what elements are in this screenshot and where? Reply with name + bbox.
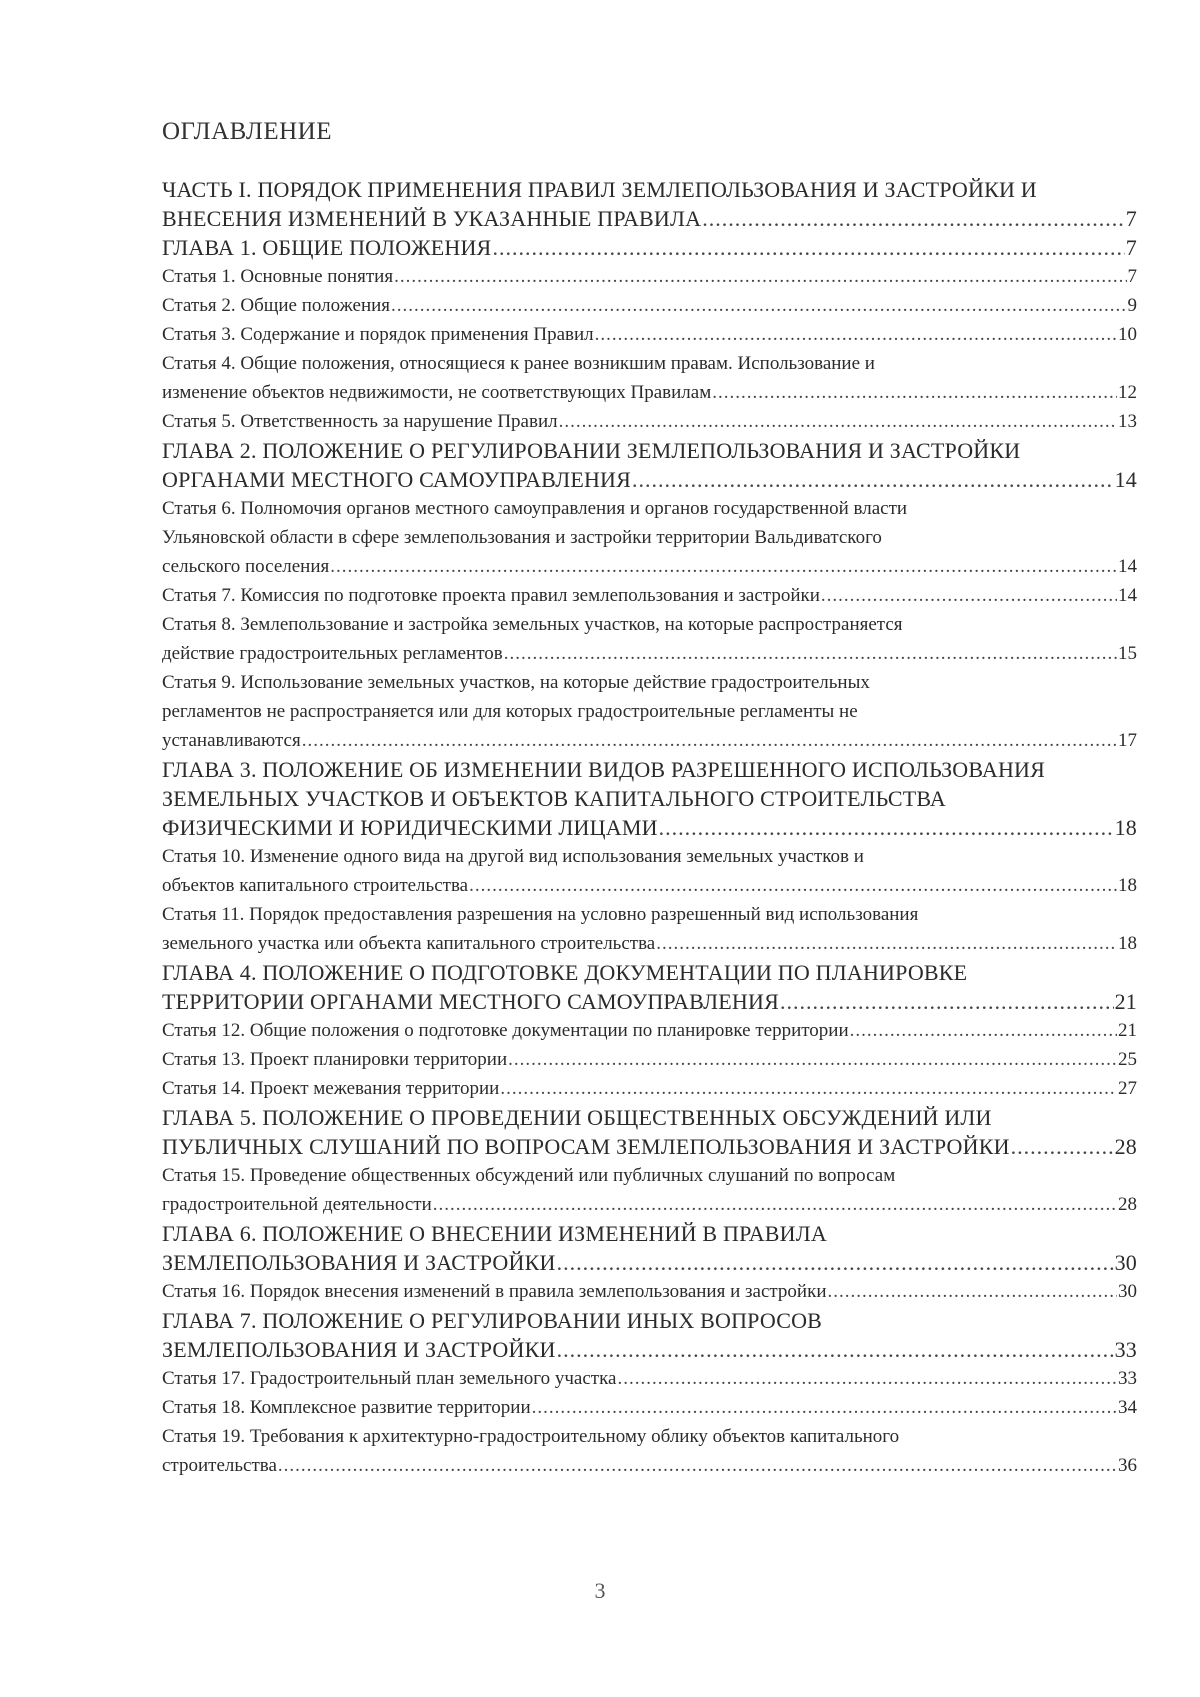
dot-leader	[391, 291, 1126, 320]
toc-entry-page: 15	[1118, 643, 1137, 664]
toc-entry-page: 21	[1114, 989, 1137, 1014]
toc-article-entry	[162, 320, 1137, 349]
toc-entry-final-line	[162, 1451, 1137, 1480]
toc-entry-final-line	[162, 262, 1137, 291]
toc-entry-title: ПУБЛИЧНЫХ СЛУШАНИЙ ПО ВОПРОСАМ ЗЕМЛЕПОЛЬЗОВАНИЯ И ЗАСТРОЙКИ	[162, 1134, 1010, 1159]
toc-entry-line: Статья 10. Изменение одного вида на другой вид использования земельных участков и	[162, 846, 864, 867]
toc-entry-title: ВНЕСЕНИЯ ИЗМЕНЕНИЙ В УКАЗАННЫЕ ПРАВИЛА	[162, 206, 702, 231]
dot-leader	[500, 1074, 1117, 1103]
toc-entry-final-line	[162, 465, 1137, 494]
toc-entry-page: 33	[1118, 1368, 1137, 1389]
dot-leader	[656, 929, 1117, 958]
toc-entry-page: 21	[1118, 1020, 1137, 1041]
toc-entry-final-line	[162, 929, 1137, 958]
toc-entry-final-line	[162, 1132, 1137, 1161]
toc-entry-page: 18	[1118, 933, 1137, 954]
toc-entry-page: 9	[1127, 295, 1137, 316]
toc-article-entry	[162, 1364, 1137, 1393]
toc-entry-line: Ульяновской области в сфере землепользования и застройки территории Вальдиватского	[162, 527, 882, 548]
dot-leader	[632, 465, 1114, 494]
dot-leader	[821, 581, 1117, 610]
toc-entry-line: ЧАСТЬ I. ПОРЯДОК ПРИМЕНЕНИЯ ПРАВИЛ ЗЕМЛЕПОЛЬЗОВАНИЯ И ЗАСТРОЙКИ И	[162, 177, 1037, 202]
toc-article-entry	[162, 581, 1137, 610]
toc-entry-line: ГЛАВА 3. ПОЛОЖЕНИЕ ОБ ИЗМЕНЕНИИ ВИДОВ РАЗРЕШЕННОГО ИСПОЛЬЗОВАНИЯ	[162, 757, 1046, 782]
toc-entry-title: ТЕРРИТОРИИ ОРГАНАМИ МЕСТНОГО САМОУПРАВЛЕНИЯ	[162, 989, 779, 1014]
toc-entry-line: Статья 9. Использование земельных участков, на которые действие градостроительных	[162, 672, 870, 693]
toc-entry-final-line	[162, 552, 1137, 581]
dot-leader	[659, 813, 1114, 842]
dot-leader	[492, 233, 1124, 262]
dot-leader	[617, 1364, 1117, 1393]
toc-entry-page: 28	[1118, 1194, 1137, 1215]
dot-leader	[702, 204, 1125, 233]
toc-entry-final-line	[162, 1016, 1137, 1045]
toc-article-entry	[162, 1161, 1137, 1219]
toc-entry-line: ГЛАВА 5. ПОЛОЖЕНИЕ О ПРОВЕДЕНИИ ОБЩЕСТВЕННЫХ ОБСУЖДЕНИЙ ИЛИ	[162, 1105, 992, 1130]
toc-entry-line: Статья 4. Общие положения, относящиеся к ранее возникшим правам. Использование и	[162, 353, 875, 374]
toc-article-entry	[162, 407, 1137, 436]
toc-entry-title: Статья 13. Проект планировки территории	[162, 1049, 508, 1070]
toc-entry-title: Статья 12. Общие положения о подготовке документации по планировке территории	[162, 1020, 849, 1041]
toc-entry-line: Статья 19. Требования к архитектурно-градостроительному облику объектов капитального	[162, 1426, 900, 1447]
toc-entry-line: ГЛАВА 4. ПОЛОЖЕНИЕ О ПОДГОТОВКЕ ДОКУМЕНТАЦИИ ПО ПЛАНИРОВКЕ	[162, 960, 968, 985]
toc-article-entry	[162, 668, 1137, 755]
toc-entry-title: Статья 14. Проект межевания территории	[162, 1078, 500, 1099]
toc-entry-final-line	[162, 1248, 1137, 1277]
toc-entry-final-line	[162, 407, 1137, 436]
toc-heading: ОГЛАВЛЕНИЕ	[162, 118, 332, 145]
toc-entry-page: 25	[1118, 1049, 1137, 1070]
toc-entry-final-line	[162, 1074, 1137, 1103]
toc-chapter-entry	[162, 436, 1137, 494]
toc-entry-title: строительства	[162, 1455, 277, 1476]
toc-entry-page: 27	[1118, 1078, 1137, 1099]
toc-entry-final-line	[162, 1045, 1137, 1074]
toc-entry-title: Статья 7. Комиссия по подготовке проекта правил землепользования и застройки	[162, 585, 820, 606]
toc-entry-title: Статья 3. Содержание и порядок применения Правил	[162, 324, 594, 345]
toc-article-entry	[162, 1045, 1137, 1074]
toc-entry-final-line	[162, 813, 1137, 842]
dot-leader	[559, 407, 1117, 436]
toc-entry-page: 14	[1114, 467, 1137, 492]
toc-article-entry	[162, 291, 1137, 320]
toc-entry-title: объектов капитального строительства	[162, 875, 469, 896]
toc-entry-title: ОРГАНАМИ МЕСТНОГО САМОУПРАВЛЕНИЯ	[162, 467, 632, 492]
dot-leader	[532, 1393, 1117, 1422]
toc-entry-title: Статья 5. Ответственность за нарушение Правил	[162, 411, 558, 432]
toc-article-entry	[162, 1393, 1137, 1422]
toc-entry-page: 28	[1114, 1134, 1137, 1159]
toc-entry-page: 14	[1118, 585, 1137, 606]
toc-article-entry	[162, 1277, 1137, 1306]
dot-leader	[433, 1190, 1117, 1219]
toc-entry-page: 13	[1118, 411, 1137, 432]
dot-leader	[278, 1451, 1117, 1480]
toc-entry-title: Статья 17. Градостроительный план земельного участка	[162, 1368, 617, 1389]
dot-leader	[780, 987, 1114, 1016]
toc-entry-line: ГЛАВА 6. ПОЛОЖЕНИЕ О ВНЕСЕНИИ ИЗМЕНЕНИЙ В ПРАВИЛА	[162, 1221, 827, 1246]
dot-leader	[508, 1045, 1117, 1074]
toc-entry-page: 30	[1114, 1250, 1137, 1275]
toc-entry-title: действие градостроительных регламентов	[162, 643, 503, 664]
toc-chapter-entry	[162, 1103, 1137, 1161]
toc-entry-line: Статья 15. Проведение общественных обсуждений или публичных слушаний по вопросам	[162, 1165, 896, 1186]
toc-article-entry	[162, 262, 1137, 291]
toc-entry-title: земельного участка или объекта капитального строительства	[162, 933, 656, 954]
toc-entry-final-line	[162, 204, 1137, 233]
toc-entry-title: Статья 16. Порядок внесения изменений в правила землепользования и застройки	[162, 1281, 827, 1302]
dot-leader	[827, 1277, 1117, 1306]
dot-leader	[1011, 1132, 1114, 1161]
toc-entry-page: 18	[1114, 815, 1137, 840]
toc-entry-title: изменение объектов недвижимости, не соответствующих Правилам	[162, 382, 712, 403]
toc-entry-line: ГЛАВА 7. ПОЛОЖЕНИЕ О РЕГУЛИРОВАНИИ ИНЫХ ВОПРОСОВ	[162, 1308, 823, 1333]
toc-entry-title: градостроительной деятельности	[162, 1194, 432, 1215]
toc-entry-page: 34	[1118, 1397, 1137, 1418]
toc-entry-page: 17	[1118, 730, 1137, 751]
toc-article-entry	[162, 842, 1137, 900]
toc-entry-final-line	[162, 871, 1137, 900]
toc-entry-title: устанавливаются	[162, 730, 301, 751]
toc-entry-title: Статья 18. Комплексное развитие территории	[162, 1397, 531, 1418]
toc-entry-title: ФИЗИЧЕСКИМИ И ЮРИДИЧЕСКИМИ ЛИЦАМИ	[162, 815, 658, 840]
toc-entry-title: сельского поселения	[162, 556, 330, 577]
toc-entry-page: 18	[1118, 875, 1137, 896]
toc-entry-line: регламентов не распространяется или для которых градостроительные регламенты не	[162, 701, 858, 722]
toc-entry-line: ЗЕМЕЛЬНЫХ УЧАСТКОВ И ОБЪЕКТОВ КАПИТАЛЬНОГО СТРОИТЕЛЬСТВА	[162, 786, 947, 811]
toc-entry-title: ЗЕМЛЕПОЛЬЗОВАНИЯ И ЗАСТРОЙКИ	[162, 1250, 556, 1275]
dot-leader	[394, 262, 1126, 291]
toc-entry-page: 7	[1125, 235, 1137, 260]
toc-entry-title: ГЛАВА 1. ОБЩИЕ ПОЛОЖЕНИЯ	[162, 235, 492, 260]
toc-entry-title: ЗЕМЛЕПОЛЬЗОВАНИЯ И ЗАСТРОЙКИ	[162, 1337, 556, 1362]
toc-entry-final-line	[162, 320, 1137, 349]
toc-entry-final-line	[162, 726, 1137, 755]
toc-entry-final-line	[162, 1393, 1137, 1422]
toc-article-entry	[162, 1016, 1137, 1045]
toc-entry-final-line	[162, 1364, 1137, 1393]
page-number: 3	[594, 1578, 606, 1603]
toc-article-entry	[162, 1422, 1137, 1480]
toc-entry-final-line	[162, 1335, 1137, 1364]
dot-leader	[330, 552, 1117, 581]
toc-article-entry	[162, 1074, 1137, 1103]
toc-entry-line: Статья 11. Порядок предоставления разрешения на условно разрешенный вид использования	[162, 904, 919, 925]
toc-article-entry	[162, 494, 1137, 581]
toc-entry-final-line	[162, 291, 1137, 320]
toc-entry-page: 14	[1118, 556, 1137, 577]
toc-entry-page: 36	[1118, 1455, 1137, 1476]
toc-chapter-entry	[162, 175, 1137, 233]
toc-entry-line: Статья 6. Полномочия органов местного самоуправления и органов государственной власти	[162, 498, 908, 519]
toc-article-entry	[162, 900, 1137, 958]
dot-leader	[850, 1016, 1117, 1045]
toc-chapter-entry	[162, 755, 1137, 842]
toc-entry-line: Статья 8. Землепользование и застройка земельных участков, на которые распространяется	[162, 614, 903, 635]
toc-entry-final-line	[162, 1190, 1137, 1219]
toc-entry-final-line	[162, 233, 1137, 262]
table-of-contents	[162, 175, 1137, 1480]
toc-chapter-entry	[162, 1306, 1137, 1364]
toc-entry-line: ГЛАВА 2. ПОЛОЖЕНИЕ О РЕГУЛИРОВАНИИ ЗЕМЛЕПОЛЬЗОВАНИЯ И ЗАСТРОЙКИ	[162, 438, 1021, 463]
toc-entry-page: 30	[1118, 1281, 1137, 1302]
toc-entry-final-line	[162, 639, 1137, 668]
toc-chapter-entry	[162, 1219, 1137, 1277]
toc-entry-page: 7	[1125, 206, 1137, 231]
toc-entry-title: Статья 2. Общие положения	[162, 295, 391, 316]
toc-entry-final-line	[162, 987, 1137, 1016]
toc-article-entry	[162, 610, 1137, 668]
dot-leader	[469, 871, 1117, 900]
toc-entry-final-line	[162, 1277, 1137, 1306]
toc-entry-page: 7	[1127, 266, 1137, 287]
toc-entry-page: 33	[1114, 1337, 1137, 1362]
toc-entry-title: Статья 1. Основные понятия	[162, 266, 394, 287]
dot-leader	[302, 726, 1117, 755]
dot-leader	[595, 320, 1117, 349]
toc-chapter-entry	[162, 958, 1137, 1016]
dot-leader	[557, 1335, 1114, 1364]
dot-leader	[504, 639, 1117, 668]
dot-leader	[557, 1248, 1114, 1277]
toc-entry-final-line	[162, 378, 1137, 407]
toc-entry-final-line	[162, 581, 1137, 610]
toc-article-entry	[162, 349, 1137, 407]
toc-entry-page: 10	[1118, 324, 1137, 345]
toc-chapter-entry	[162, 233, 1137, 262]
toc-entry-page: 12	[1118, 382, 1137, 403]
dot-leader	[712, 378, 1117, 407]
